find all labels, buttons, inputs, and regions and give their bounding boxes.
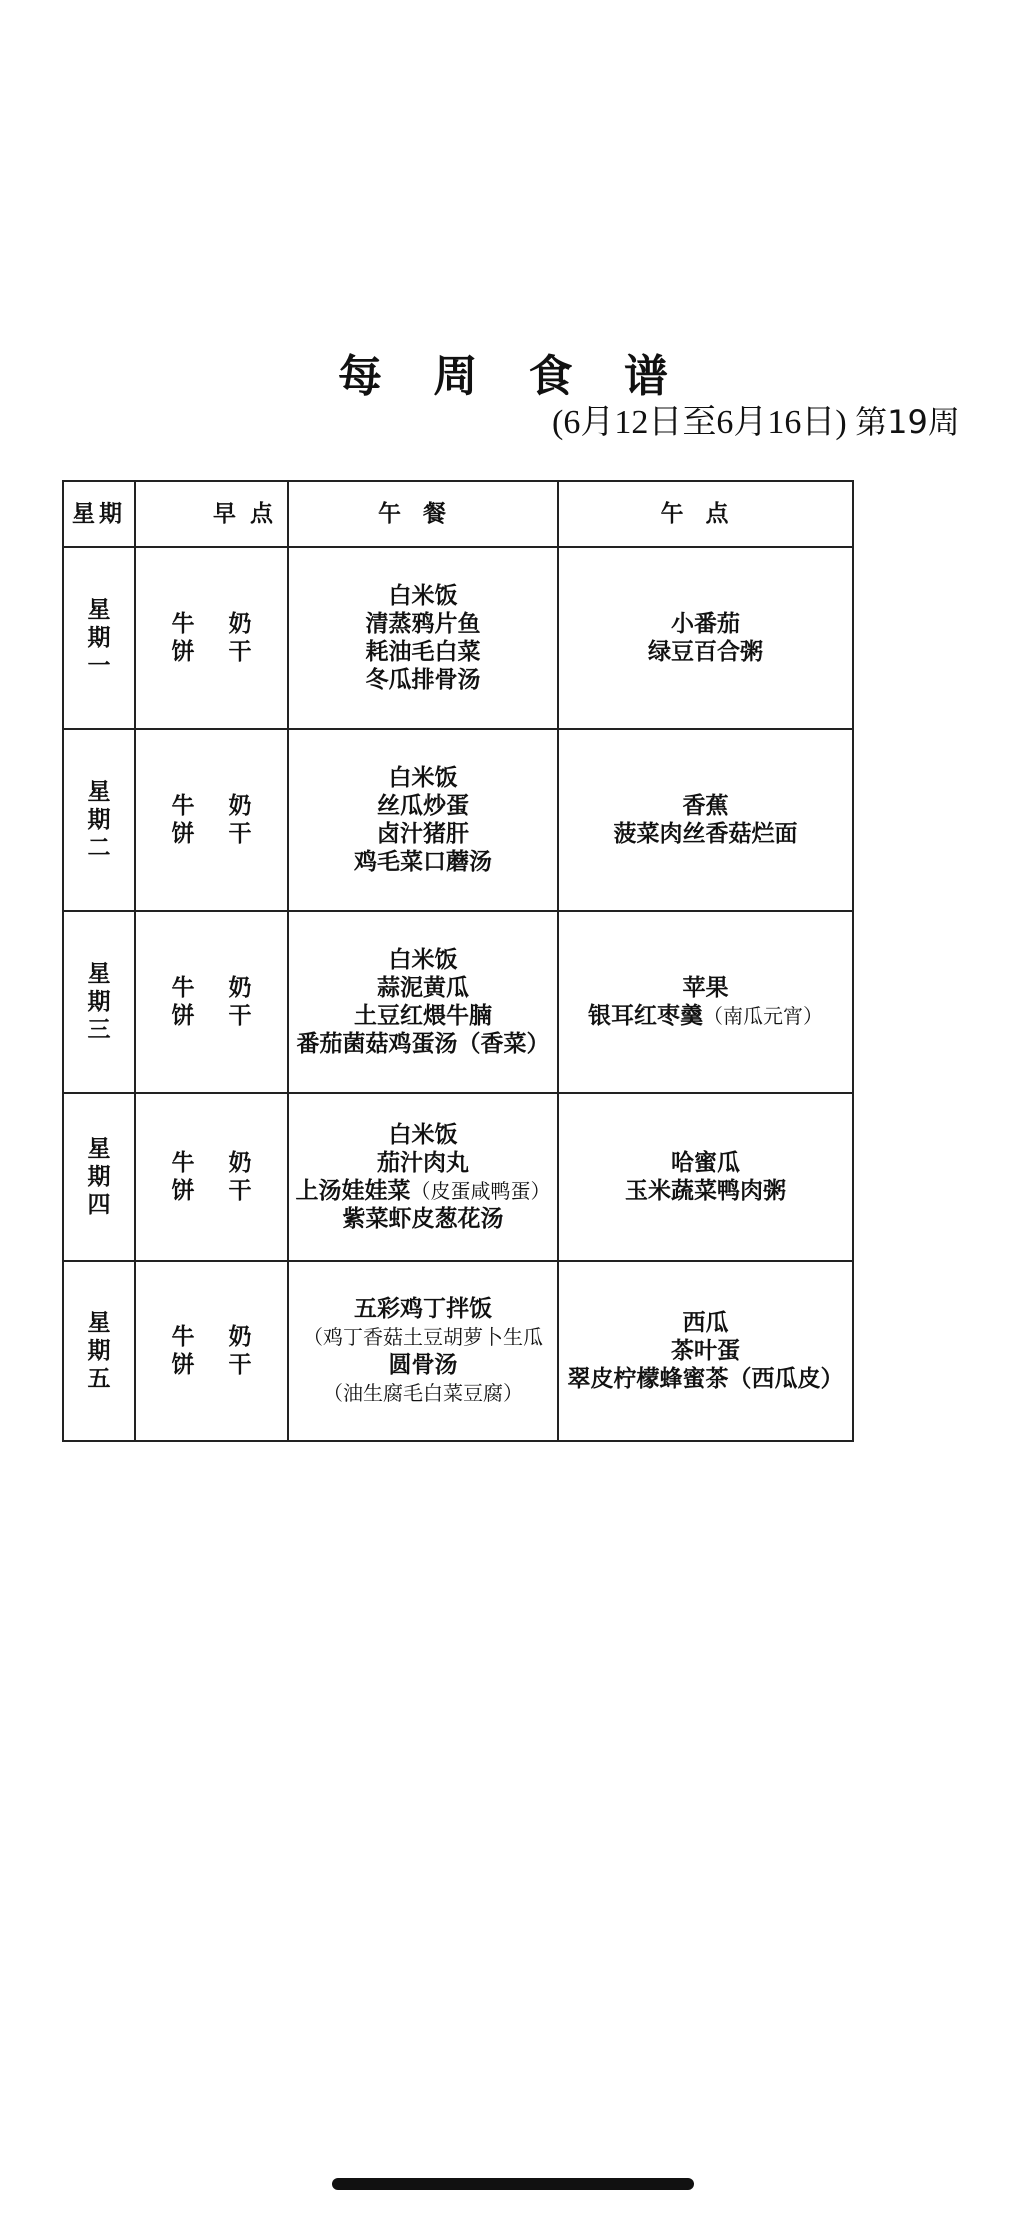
snack-cell <box>558 729 853 911</box>
snack-dish <box>559 638 852 666</box>
weekly-menu-table <box>62 480 854 1442</box>
snack-dish <box>559 792 852 820</box>
lunch-dish-name: 耗油毛白菜 <box>365 639 481 665</box>
day-char: 期 <box>87 989 111 1015</box>
snack-cell <box>558 1261 853 1441</box>
lunch-dish-name: 紫菜虾皮葱花汤 <box>342 1206 504 1232</box>
breakfast-cell <box>135 911 288 1093</box>
snack-dish <box>559 1337 852 1365</box>
header-day: 星期 <box>63 481 135 547</box>
breakfast-item: 饼干 <box>171 639 286 665</box>
lunch-dish-name: 土豆红煨牛腩 <box>354 1003 492 1029</box>
breakfast-cell <box>135 547 288 729</box>
lunch-dish-note: （鸡丁香菇土豆胡萝卜生瓜 <box>303 1325 543 1349</box>
snack-dish <box>559 610 852 638</box>
snack-cell <box>558 1093 853 1261</box>
lunch-cell <box>288 1261 558 1441</box>
lunch-dish-name: 白米饭 <box>388 1122 458 1148</box>
lunch-dish <box>289 1351 557 1379</box>
day-char: 星 <box>87 1310 111 1336</box>
lunch-dish <box>289 1295 557 1323</box>
snack-dish-name: 翠皮柠檬蜂蜜茶（西瓜皮） <box>567 1366 844 1392</box>
day-char: 星 <box>87 1136 111 1162</box>
lunch-dish-name: 白米饭 <box>388 765 458 791</box>
lunch-cell <box>288 547 558 729</box>
date-range: (6月12日至6月16日) <box>552 404 847 441</box>
breakfast-cell <box>135 1261 288 1441</box>
lunch-dish <box>289 974 557 1002</box>
lunch-dish <box>289 820 557 848</box>
lunch-dish-name: 冬瓜排骨汤 <box>365 667 481 693</box>
day-char: 期 <box>87 1338 111 1364</box>
snack-cell <box>558 547 853 729</box>
lunch-dish <box>289 1121 557 1149</box>
table-body <box>63 547 853 1441</box>
day-char: 星 <box>87 961 111 987</box>
day-cell <box>63 547 135 729</box>
snack-dish-name: 西瓜 <box>682 1310 729 1336</box>
table-row <box>63 1093 853 1261</box>
lunch-dish <box>289 1149 557 1177</box>
day-char: 星 <box>87 597 111 623</box>
snack-dish <box>559 1365 852 1393</box>
lunch-dish <box>289 946 557 974</box>
lunch-dish <box>289 848 557 876</box>
lunch-dish-name: 清蒸鸦片鱼 <box>365 611 481 637</box>
lunch-dish <box>289 666 557 694</box>
lunch-dish <box>289 1002 557 1030</box>
lunch-dish <box>289 610 557 638</box>
breakfast-item: 饼干 <box>171 1178 286 1204</box>
breakfast-cell <box>135 1093 288 1261</box>
snack-dish <box>559 1309 852 1337</box>
lunch-dish <box>289 582 557 610</box>
breakfast-item: 饼干 <box>171 1003 286 1029</box>
day-char: 期 <box>87 1164 111 1190</box>
lunch-dish <box>289 1030 557 1058</box>
lunch-cell <box>288 911 558 1093</box>
lunch-dish-name: 圆骨汤 <box>388 1352 458 1378</box>
lunch-dish-name: 五彩鸡丁拌饭 <box>354 1296 492 1322</box>
breakfast-item: 牛奶 <box>171 611 286 637</box>
header-breakfast: 早点 <box>135 481 288 547</box>
snack-dish-name: 小番茄 <box>671 611 740 637</box>
breakfast-item: 饼干 <box>171 821 286 847</box>
lunch-dish <box>289 792 557 820</box>
breakfast-item: 牛奶 <box>171 975 286 1001</box>
snack-dish <box>559 1002 852 1030</box>
lunch-cell <box>288 1093 558 1261</box>
day-char: 三 <box>87 1017 111 1043</box>
lunch-dish-name: 丝瓜炒蛋 <box>377 793 469 819</box>
table-row <box>63 547 853 729</box>
lunch-dish-name: 番茄菌菇鸡蛋汤（香菜） <box>296 1031 550 1057</box>
lunch-cell <box>288 729 558 911</box>
lunch-dish-note: （皮蛋咸鸭蛋） <box>410 1179 551 1203</box>
day-char: 四 <box>87 1192 111 1218</box>
lunch-dish <box>289 1205 557 1233</box>
snack-dish-name: 苹果 <box>682 975 729 1001</box>
header-snack: 午点 <box>558 481 853 547</box>
day-char: 星 <box>87 779 111 805</box>
lunch-dish <box>289 1379 557 1407</box>
home-indicator[interactable] <box>332 2178 694 2190</box>
snack-cell <box>558 911 853 1093</box>
day-char: 一 <box>87 653 111 679</box>
breakfast-item: 牛奶 <box>171 1324 286 1350</box>
lunch-dish <box>289 638 557 666</box>
snack-dish <box>559 1149 852 1177</box>
snack-dish-name: 茶叶蛋 <box>671 1338 740 1364</box>
breakfast-item: 牛奶 <box>171 793 286 819</box>
page-title: 每 周 食 谱 <box>338 351 686 402</box>
breakfast-item: 饼干 <box>171 1352 286 1378</box>
header-lunch: 午餐 <box>288 481 558 547</box>
lunch-dish <box>289 1177 557 1205</box>
lunch-dish-name: 蒜泥黄瓜 <box>377 975 469 1001</box>
snack-dish-name: 玉米蔬菜鸭肉粥 <box>625 1178 786 1204</box>
breakfast-cell <box>135 729 288 911</box>
snack-dish-name: 哈蜜瓜 <box>671 1150 740 1176</box>
snack-dish <box>559 1177 852 1205</box>
lunch-dish <box>289 1323 557 1351</box>
day-cell <box>63 1093 135 1261</box>
day-cell <box>63 1261 135 1441</box>
day-char: 期 <box>87 625 111 651</box>
day-cell <box>63 729 135 911</box>
lunch-dish-name: 上汤娃娃菜 <box>295 1178 411 1204</box>
lunch-dish-note: （油生腐毛白菜豆腐） <box>323 1381 523 1405</box>
snack-dish-note: （南瓜元宵） <box>703 1004 823 1028</box>
lunch-dish-name: 茄汁肉丸 <box>377 1150 469 1176</box>
week-number: 第19周 <box>855 403 960 441</box>
lunch-dish-name: 白米饭 <box>388 947 458 973</box>
date-range-subtitle <box>552 394 960 443</box>
lunch-dish-name: 白米饭 <box>388 583 458 609</box>
lunch-dish-name: 卤汁猪肝 <box>377 821 469 847</box>
table-row <box>63 1261 853 1441</box>
snack-dish <box>559 974 852 1002</box>
snack-dish-name: 银耳红枣羹 <box>588 1003 703 1029</box>
day-char: 期 <box>87 807 111 833</box>
day-char: 五 <box>87 1366 111 1392</box>
table-row <box>63 729 853 911</box>
table-row <box>63 911 853 1093</box>
day-char: 二 <box>87 835 111 861</box>
table-header-row <box>63 481 853 547</box>
snack-dish-name: 菠菜肉丝香菇烂面 <box>613 821 798 847</box>
day-cell <box>63 911 135 1093</box>
breakfast-item: 牛奶 <box>171 1150 286 1176</box>
lunch-dish <box>289 764 557 792</box>
lunch-dish-name: 鸡毛菜口蘑汤 <box>354 849 492 875</box>
snack-dish-name: 绿豆百合粥 <box>648 639 763 665</box>
snack-dish <box>559 820 852 848</box>
snack-dish-name: 香蕉 <box>682 793 729 819</box>
